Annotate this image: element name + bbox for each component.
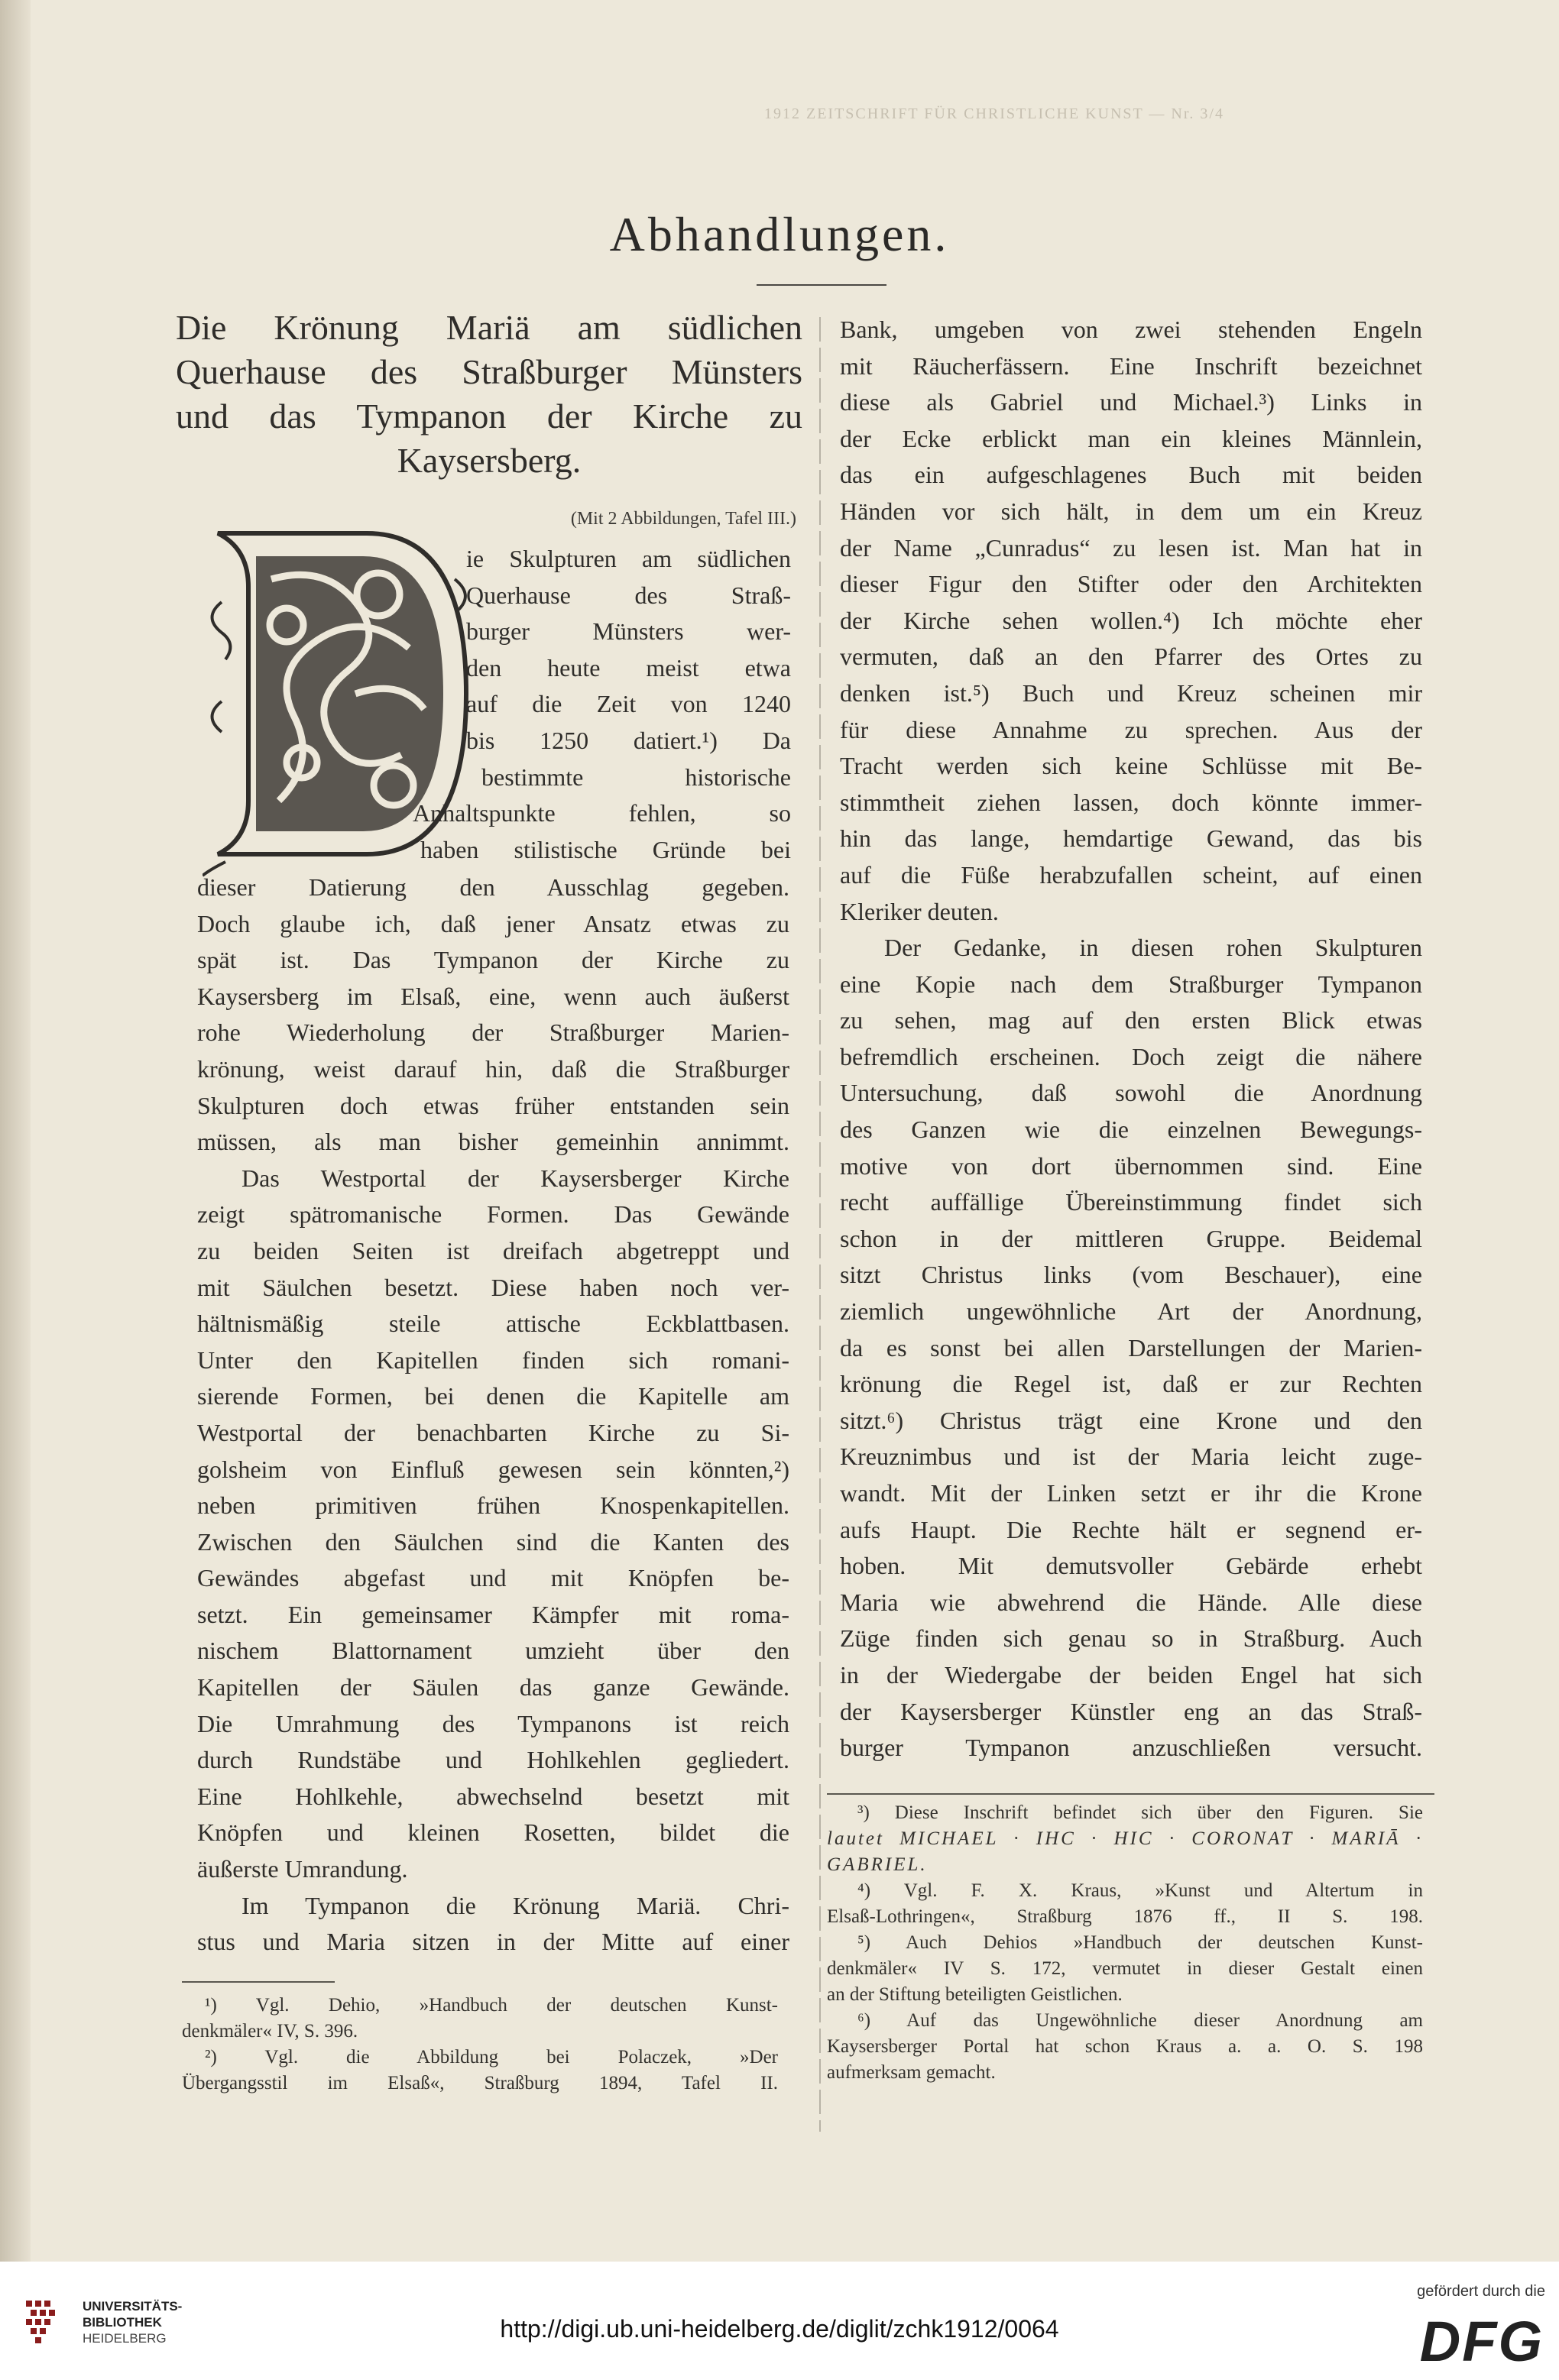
footnote-line: denkmäler« IV, S. 396. xyxy=(182,2021,358,2042)
heading-line-last: Kaysersberg. xyxy=(397,441,582,480)
text-line: denken ist.⁵) Buch und Kreuz scheinen mir xyxy=(840,678,1422,707)
right-column xyxy=(840,312,1422,1766)
dfg-logo-icon[interactable]: DFG xyxy=(1419,2310,1544,2373)
text-line: sitzt Christus links (vom Beschauer), eine xyxy=(840,1261,1422,1289)
text-line: nischem Blattornament umzieht über den xyxy=(197,1637,789,1665)
text-line: Knöpfen und kleinen Rosetten, bildet die xyxy=(197,1818,789,1847)
text-line: Die Umrahmung des Tympanons ist reich xyxy=(197,1709,789,1737)
text-line: aufs Haupt. Die Rechte hält er segnend er- xyxy=(840,1515,1422,1543)
heading-line: und das Tympanon der Kirche zu xyxy=(176,397,802,436)
footnote-line: lautet MICHAEL · IHC · HIC · CORONAT · MARIĀ · xyxy=(827,1828,1423,1849)
footnote-line: ⁵) Auch Dehios »Handbuch der deutschen Kunst- xyxy=(857,1932,1423,1953)
footnote-line: an der Stiftung beteiligten Geistlichen. xyxy=(827,1984,1123,2005)
text-line: in der Wiedergabe der beiden Engel hat sich xyxy=(840,1660,1422,1689)
text-line: Tracht werden sich keine Schlüsse mit Be- xyxy=(840,752,1422,780)
drop-cap-text xyxy=(413,541,791,868)
text-line: zu beiden Seiten ist dreifach abgetreppt und xyxy=(197,1236,789,1264)
illustration-note: (Mit 2 Abbildungen, Tafel III.) xyxy=(570,509,796,529)
text-line: hältnismäßig steile attische Eckblattbasen. xyxy=(197,1310,789,1338)
left-column xyxy=(197,869,789,1961)
text-line: Skulpturen doch etwas früher entstanden sein xyxy=(197,1091,789,1119)
footnote-line: Kaysersberger Portal hat schon Kraus a. a. O. S. 198 xyxy=(827,2036,1423,2057)
text-line: äußerste Umrandung. xyxy=(197,1855,408,1883)
text-line: spät ist. Das Tympanon der Kirche zu xyxy=(197,946,789,974)
text-line: Kreuznimbus und ist der Maria leicht zuge- xyxy=(840,1443,1422,1471)
footnote-line: aufmerksam gemacht. xyxy=(827,2062,996,2083)
library-line: BIBLIOTHEK xyxy=(83,2315,162,2330)
text-line: burger Tympanon anzuschließen versucht. xyxy=(840,1734,1422,1762)
footnote-line: Übergangsstil im Elsaß«, Straßburg 1894, Tafel II. xyxy=(182,2073,778,2093)
footnote-line: ⁶) Auf das Ungewöhnliche dieser Anordnung am xyxy=(857,2010,1423,2031)
text-line: schon in der mittleren Gruppe. Beidemal xyxy=(840,1224,1422,1252)
text-line: dieser Figur den Stifter oder den Architekten xyxy=(840,570,1422,598)
text-line: setzt. Ein gemeinsamer Kämpfer mit roma- xyxy=(197,1600,789,1628)
text-line: haben stilistische Gründe bei xyxy=(420,835,791,863)
footnote-line: ¹) Vgl. Dehio, »Handbuch der deutschen Kunst- xyxy=(205,1995,778,2016)
text-line: auf die Füße herabzufallen scheint, auf einen xyxy=(840,860,1422,889)
text-line: ziemlich ungewöhnliche Art der Anordnung, xyxy=(840,1297,1422,1326)
text-line: krönung die Regel ist, daß er zur Rechten xyxy=(840,1370,1422,1398)
text-line: Bank, umgeben von zwei stehenden Engeln xyxy=(840,316,1422,343)
text-line: des Ganzen wie die einzelnen Bewegungs- xyxy=(840,1116,1422,1144)
footnote-line: ⁴) Vgl. F. X. Kraus, »Kunst und Altertum in xyxy=(857,1880,1423,1901)
text-line: Maria wie abwehrend die Hände. Alle diese xyxy=(840,1588,1422,1616)
text-line: krönung, weist darauf hin, daß die Straßburger xyxy=(197,1054,789,1083)
text-line: das ein aufgeschlagenes Buch mit beiden xyxy=(840,461,1422,489)
text-line: wandt. Mit der Linken setzt er ihr die Krone xyxy=(840,1479,1422,1507)
text-line: durch Rundstäbe und Hohlkehlen gegliedert. xyxy=(197,1746,789,1774)
text-line: burger Münsters wer- xyxy=(466,617,791,646)
text-line: dieser Datierung den Ausschlag gegeben. xyxy=(197,873,789,901)
heading-line: Die Krönung Mariä am südlichen xyxy=(176,308,802,347)
text-line: Unter den Kapitellen finden sich romani- xyxy=(197,1345,789,1374)
text-line: recht auffällige Übereinstimmung findet sich xyxy=(840,1188,1422,1216)
library-line: HEIDELBERG xyxy=(83,2331,167,2346)
text-line: Anhaltspunkte fehlen, so xyxy=(413,799,791,827)
text-line: müssen, als man bisher gemeinhin annimmt. xyxy=(197,1128,789,1156)
footnotes-right xyxy=(827,1800,1423,2086)
text-line: Kleriker deuten. xyxy=(840,897,999,925)
text-line: mit Räucherfässern. Eine Inschrift bezeichnet xyxy=(840,351,1422,380)
text-line: Querhause des Straß- xyxy=(466,581,791,609)
footnote-line: GABRIEL. xyxy=(827,1854,928,1875)
bleed-through-header: 1912 ZEITSCHRIFT FÜR CHRISTLICHE KUNST — Nr. 3/4 xyxy=(764,105,1224,122)
column-divider xyxy=(819,317,821,2132)
text-line: diese als Gabriel und Michael.³) Links in xyxy=(840,388,1422,416)
text-line: sitzt.⁶) Christus trägt eine Krone und den xyxy=(840,1406,1422,1434)
text-line: Händen vor sich hält, in dem um ein Kreuz xyxy=(840,497,1422,525)
footnote-line: denkmäler« IV S. 172, vermutet in dieser Gestalt einen xyxy=(827,1958,1423,1979)
text-line: hoben. Mit demutsvoller Gebärde erhebt xyxy=(840,1552,1422,1580)
text-line: stus und Maria sitzen in der Mitte auf einer xyxy=(197,1928,789,1956)
text-line: da es sonst bei allen Darstellungen der Marien- xyxy=(840,1333,1422,1362)
page-title: Abhandlungen. xyxy=(609,207,950,261)
text-line: Zwischen den Säulchen sind die Kanten des xyxy=(197,1527,789,1556)
article-heading xyxy=(176,306,802,483)
text-line: der Ecke erblickt man ein kleines Männlein, xyxy=(840,424,1422,452)
text-line: eine Kopie nach dem Straßburger Tympanon xyxy=(840,970,1422,998)
text-line: bestimmte historische xyxy=(481,763,791,791)
text-line: der Kirche sehen wollen.⁴) Ich möchte eher xyxy=(840,606,1422,634)
text-line: Westportal der benachbarten Kirche zu Si- xyxy=(197,1418,789,1446)
text-line: Doch glaube ich, daß jener Ansatz etwas zu xyxy=(197,909,789,937)
text-line: auf die Zeit von 1240 xyxy=(466,690,791,718)
text-line: befremdlich erscheinen. Doch zeigt die nähere xyxy=(840,1042,1422,1070)
text-line: neben primitiven frühen Knospenkapitellen. xyxy=(197,1491,789,1520)
text-line: zeigt spätromanische Formen. Das Gewände xyxy=(197,1200,789,1229)
text-line: sierende Formen, bei denen die Kapitelle am xyxy=(197,1382,789,1410)
text-line: motive von dort übernommen sind. Eine xyxy=(840,1151,1422,1180)
footnote-rule xyxy=(182,1981,335,1983)
text-line: zu sehen, mag auf den ersten Blick etwas xyxy=(840,1006,1422,1035)
text-line: den heute meist etwa xyxy=(466,653,791,682)
text-line: der Kaysersberger Künstler eng an das Straß- xyxy=(840,1697,1422,1725)
heading-line: Querhause des Straßburger Münsters xyxy=(176,352,802,391)
text-line: Kapitellen der Säulen das ganze Gewände. xyxy=(197,1673,789,1702)
text-line: Das Westportal der Kaysersberger Kirche xyxy=(241,1164,789,1192)
viewer-footer xyxy=(0,2262,1559,2380)
text-line: Untersuchung, daß sowohl die Anordnung xyxy=(840,1079,1422,1107)
text-line: Züge finden sich genau so in Straßburg. Auch xyxy=(840,1624,1422,1653)
footnote-line: Elsaß-Lothringen«, Straßburg 1876 ff., II S. 198. xyxy=(827,1906,1423,1927)
text-line: mit Säulchen besetzt. Diese haben noch ver- xyxy=(197,1273,789,1301)
text-line: hin das lange, hemdartige Gewand, das bis xyxy=(840,824,1422,853)
footnote-line: ²) Vgl. die Abbildung bei Polaczek, »Der xyxy=(205,2047,778,2068)
footnotes-left xyxy=(182,1993,778,2097)
library-line: UNIVERSITÄTS- xyxy=(83,2299,183,2314)
text-line: vermuten, daß an den Pfarrer des Ortes zu xyxy=(840,643,1422,671)
footnote-line: ³) Diese Inschrift befindet sich über den Figuren. Sie xyxy=(857,1802,1423,1823)
text-line: ie Skulpturen am südlichen xyxy=(466,545,791,572)
text-line: bis 1250 datiert.¹) Da xyxy=(466,726,791,754)
text-line: Der Gedanke, in diesen rohen Skulpturen xyxy=(884,934,1422,962)
text-line: golsheim von Einfluß gewesen sein könnten,²) xyxy=(197,1455,789,1483)
funding-caption: gefördert durch die xyxy=(1417,2283,1545,2300)
text-line: Eine Hohlkehle, abwechselnd besetzt mit xyxy=(197,1782,789,1810)
footnote-rule xyxy=(827,1793,1434,1795)
text-line: Im Tympanon die Krönung Mariä. Chri- xyxy=(241,1891,789,1919)
text-line: stimmtheit ziehen lassen, doch könnte immer- xyxy=(840,788,1422,816)
permalink-url[interactable]: http://digi.ub.uni-heidelberg.de/diglit/zchk1912/0064 xyxy=(500,2315,1059,2343)
text-line: Kaysersberg im Elsaß, eine, wenn auch äußerst xyxy=(197,982,789,1010)
text-line: der Name „Cunradus“ zu lesen ist. Man hat in xyxy=(840,533,1422,562)
text-line: rohe Wiederholung der Straßburger Marien- xyxy=(197,1018,789,1047)
text-line: für diese Annahme zu sprechen. Aus der xyxy=(840,715,1422,743)
text-line: Gewändes abgefast und mit Knöpfen be- xyxy=(197,1564,789,1592)
title-rule xyxy=(757,284,886,286)
